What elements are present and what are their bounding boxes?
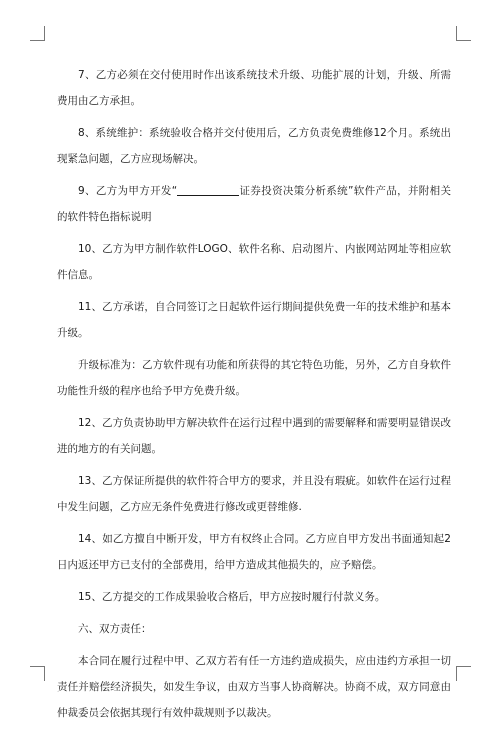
upgrade-standard: 升级标准为：乙方软件现有功能和所获得的其它特色功能，另外，乙方自身软件功能性升级的程序也给予甲方免费升级。 <box>57 359 451 397</box>
clause-10: 10、乙方为甲方制作软件LOGO、软件名称、启动图片、内嵌网站网址等相应软件信息。 <box>57 243 451 281</box>
clause-13: 13、乙方保证所提供的软件符合甲方的要求，并且没有瑕疵。如软件在运行过程中发生问题，乙方应无条件免费进行修改或更替维修. <box>57 475 451 513</box>
section-heading-responsibilities: 六、双方责任： <box>78 623 152 635</box>
clause-8: 8、系统维护：系统验收合格并交付使用后，乙方负责免费维修12个月。系统出现紧急问题，乙方应现场解决。 <box>57 127 451 165</box>
crop-mark-top-left <box>30 26 45 41</box>
clause-9-after: 证券投资决策分析系统”软件产品，并附相关的软件特色指标说明 <box>57 185 451 223</box>
liability-clause: 本合同在履行过程中甲、乙双方若有任一方违约造成损失，应由违约方承担一切责任并赔偿经济损失，如发生争议，由双方当事人协商解决。协商不成，双方同意由仲裁委员会依据其现行有效仲裁规则予以裁决。 <box>57 655 451 719</box>
clause-7: 7、乙方必须在交付使用时作出该系统技术升级、功能扩展的计划，升级、所需费用由乙方承担。 <box>57 69 451 107</box>
crop-mark-bottom-right <box>456 666 471 681</box>
clause-9 <box>57 178 451 230</box>
crop-mark-top-right <box>456 26 471 41</box>
document-body <box>57 62 451 732</box>
crop-mark-bottom-left <box>30 666 45 681</box>
clause-9-before: 9、乙方为甲方开发“ <box>78 185 178 197</box>
clause-11: 11、乙方承诺，自合同签订之日起软件运行期间提供免费一年的技术维护和基本升级。 <box>57 301 451 339</box>
clause-14: 14、如乙方擅自中断开发，甲方有权终止合同。乙方应自甲方发出书面通知起2日内返还甲方已支付的全部费用，给甲方造成其他损失的，应予赔偿。 <box>57 533 451 571</box>
clause-12: 12、乙方负责协助甲方解决软件在运行过程中遇到的需要解释和需要明显错误改进的地方的有关问题。 <box>57 417 451 455</box>
fill-in-blank <box>177 183 239 196</box>
clause-15: 15、乙方提交的工作成果验收合格后，甲方应按时履行付款义务。 <box>78 591 386 603</box>
